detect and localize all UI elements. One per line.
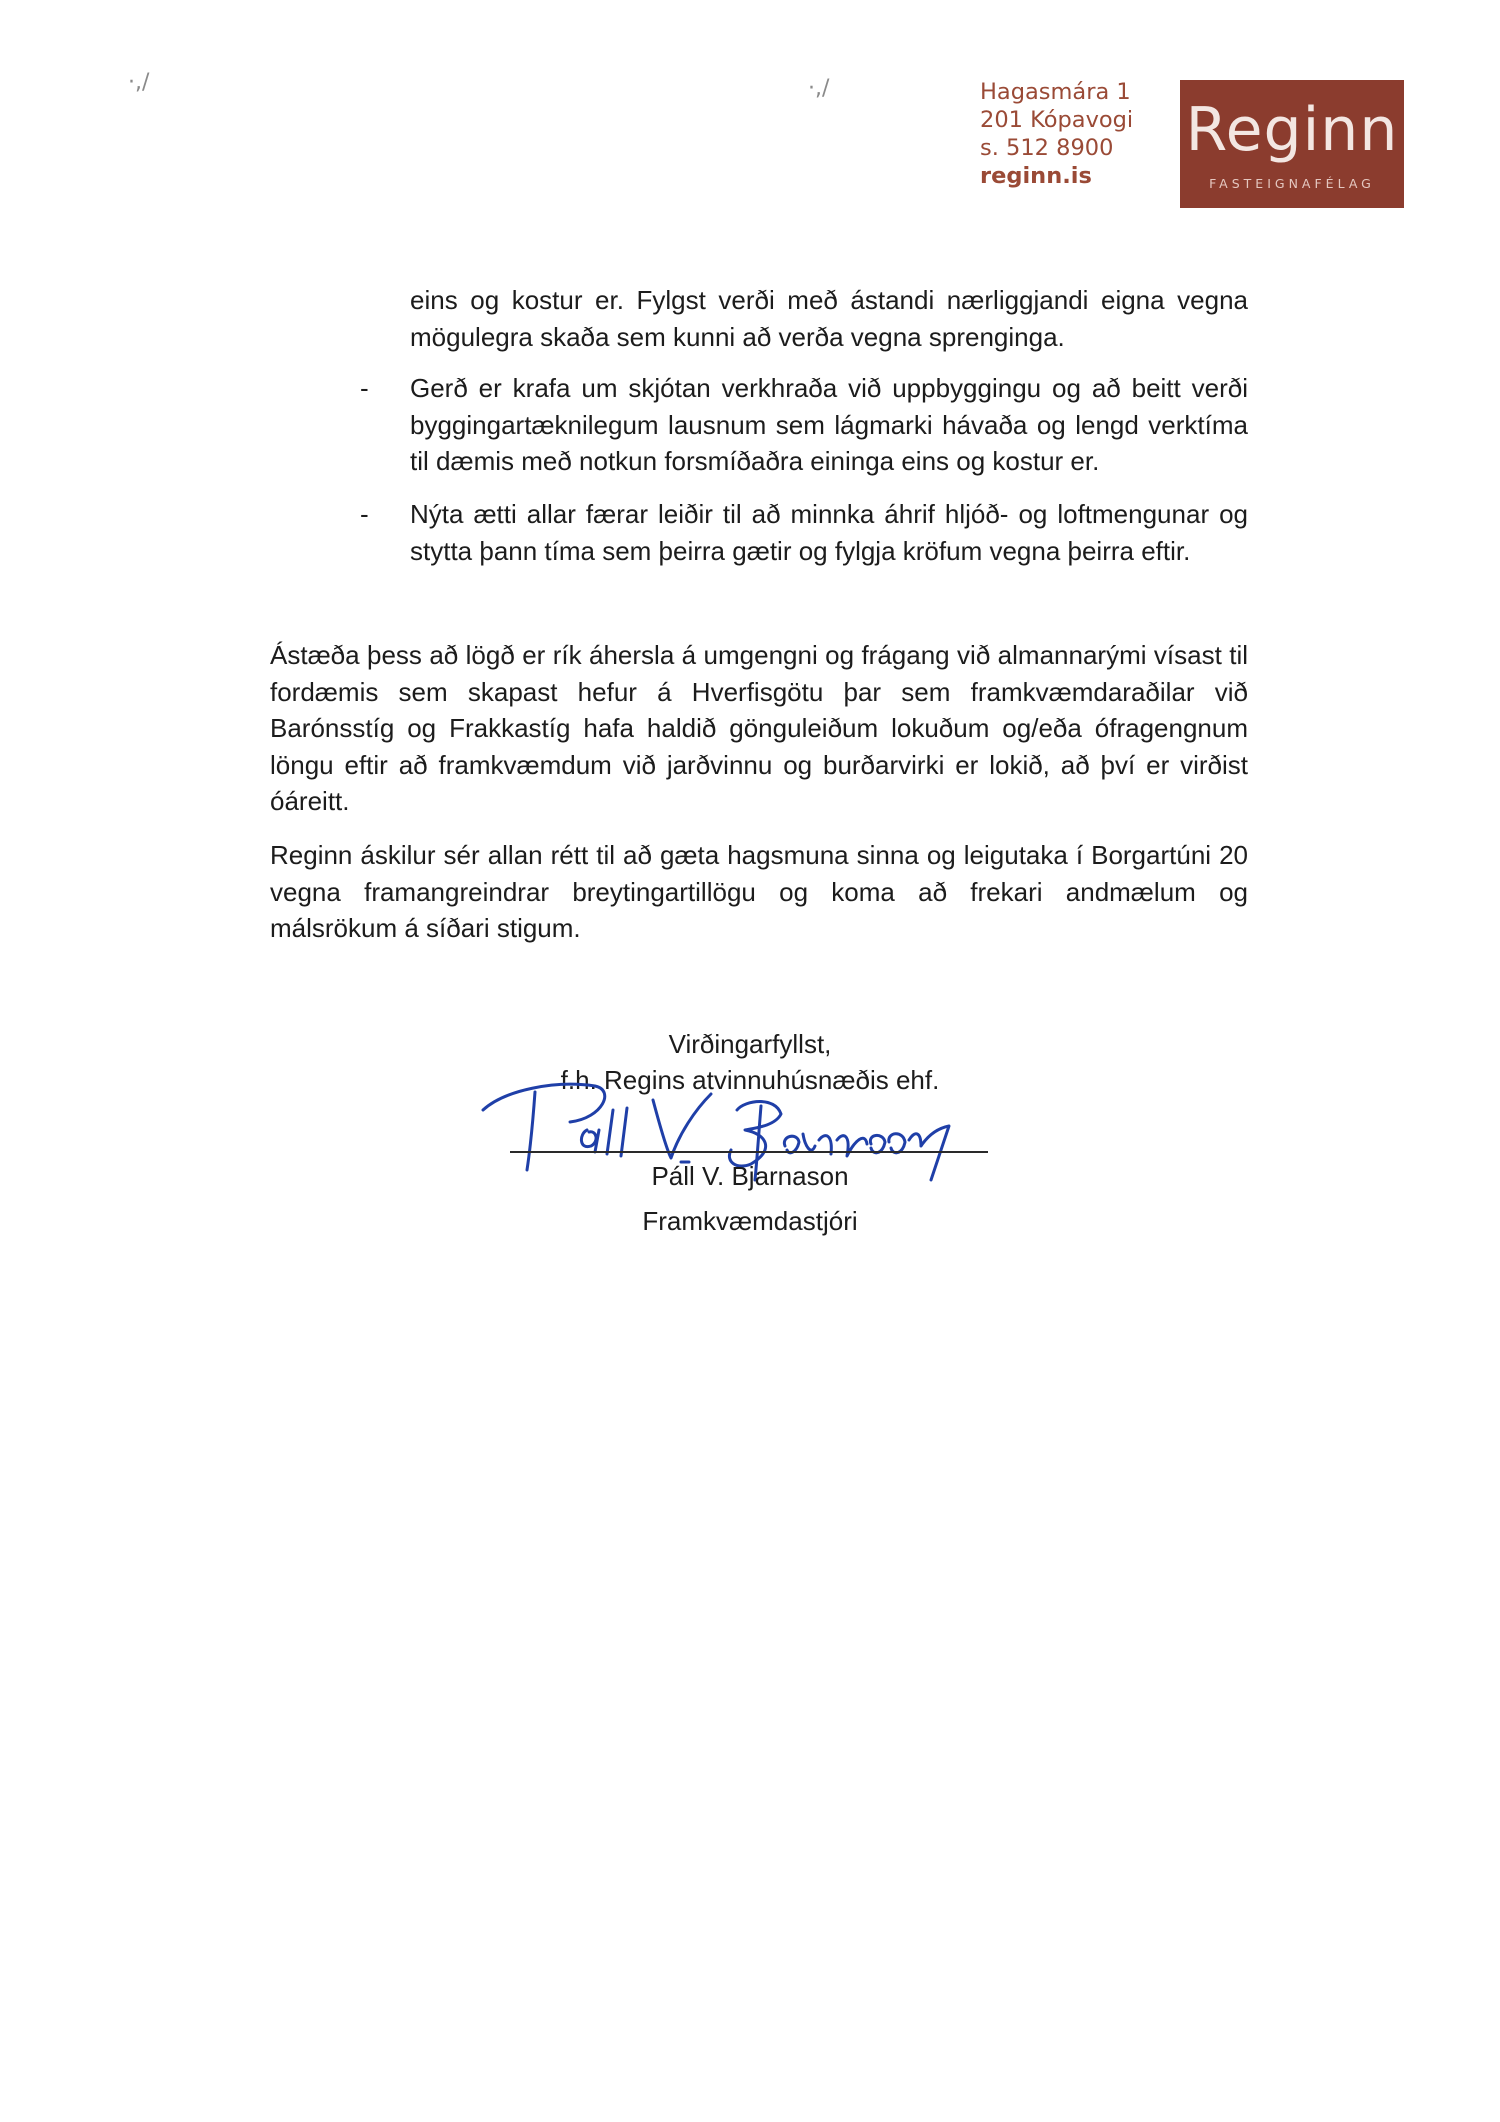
- body-paragraph: Ástæða þess að lögð er rík áhersla á umgengni og frágang við almannarými vísast til fordæmis sem skapast hefur á Hverfisgötu þar sem framkvæmdaraðilar við Barónsstíg og Frakkastíg hafa haldið gönguleiðum lokuðum og/eða ófragengnum löngu eftir að framkvæmdum við jarðvinnu og burðarvirki er lokið, að því er virðist óáreitt.: [270, 640, 1248, 816]
- bullet-item: [360, 370, 1248, 480]
- bullet-marker: -: [360, 373, 369, 403]
- company-logo: [1180, 80, 1404, 208]
- signer-title: Framkvæmdastjóri: [642, 1206, 858, 1236]
- logo-tagline: FASTEIGNAFÉLAG: [1209, 176, 1375, 191]
- scan-speck: ·,/: [128, 70, 150, 95]
- body-paragraph: Reginn áskilur sér allan rétt til að gæta hagsmuna sinna og leigutaka í Borgartúni 20 vegna framangreindrar breytingartillögu og koma að frekari andmælum og málsrökum á síðari stigum.: [270, 840, 1248, 943]
- address-phone: s. 512 8900: [980, 135, 1114, 161]
- scan-speck: ·,/: [808, 76, 830, 101]
- address-city: 201 Kópavogi: [980, 107, 1134, 133]
- signer-name: Páll V. Bjarnason: [651, 1161, 849, 1191]
- letterhead-address: [980, 78, 1133, 190]
- signature-line: [510, 1151, 988, 1153]
- bullet-marker: -: [360, 499, 369, 529]
- bullet-item: [360, 496, 1248, 569]
- address-street: Hagasmára 1: [980, 79, 1131, 105]
- continuation-text: eins og kostur er. Fylgst verði með ástandi nærliggjandi eigna vegna mögulegra skaða sem kunni að verða vegna sprenginga.: [410, 285, 1248, 352]
- logo-name: Reginn: [1185, 95, 1399, 165]
- bullet-text: Gerð er krafa um skjótan verkhraða við uppbyggingu og að beitt verði byggingartæknilegum lausnum sem lágmarki hávaða og lengd verktíma til dæmis með notkun forsmíðaðra eininga eins og kostur er.: [410, 373, 1248, 476]
- address-website: reginn.is: [980, 163, 1092, 189]
- bullet-text: Nýta ætti allar færar leiðir til að minnka áhrif hljóð- og loftmengunar og stytta þann tíma sem þeirra gætir og fylgja kröfum vegna þeirra eftir.: [410, 499, 1248, 566]
- closing-salutation: Virðingarfyllst,: [668, 1029, 832, 1059]
- closing-on-behalf: f.h. Regins atvinnuhúsnæðis ehf.: [560, 1065, 940, 1095]
